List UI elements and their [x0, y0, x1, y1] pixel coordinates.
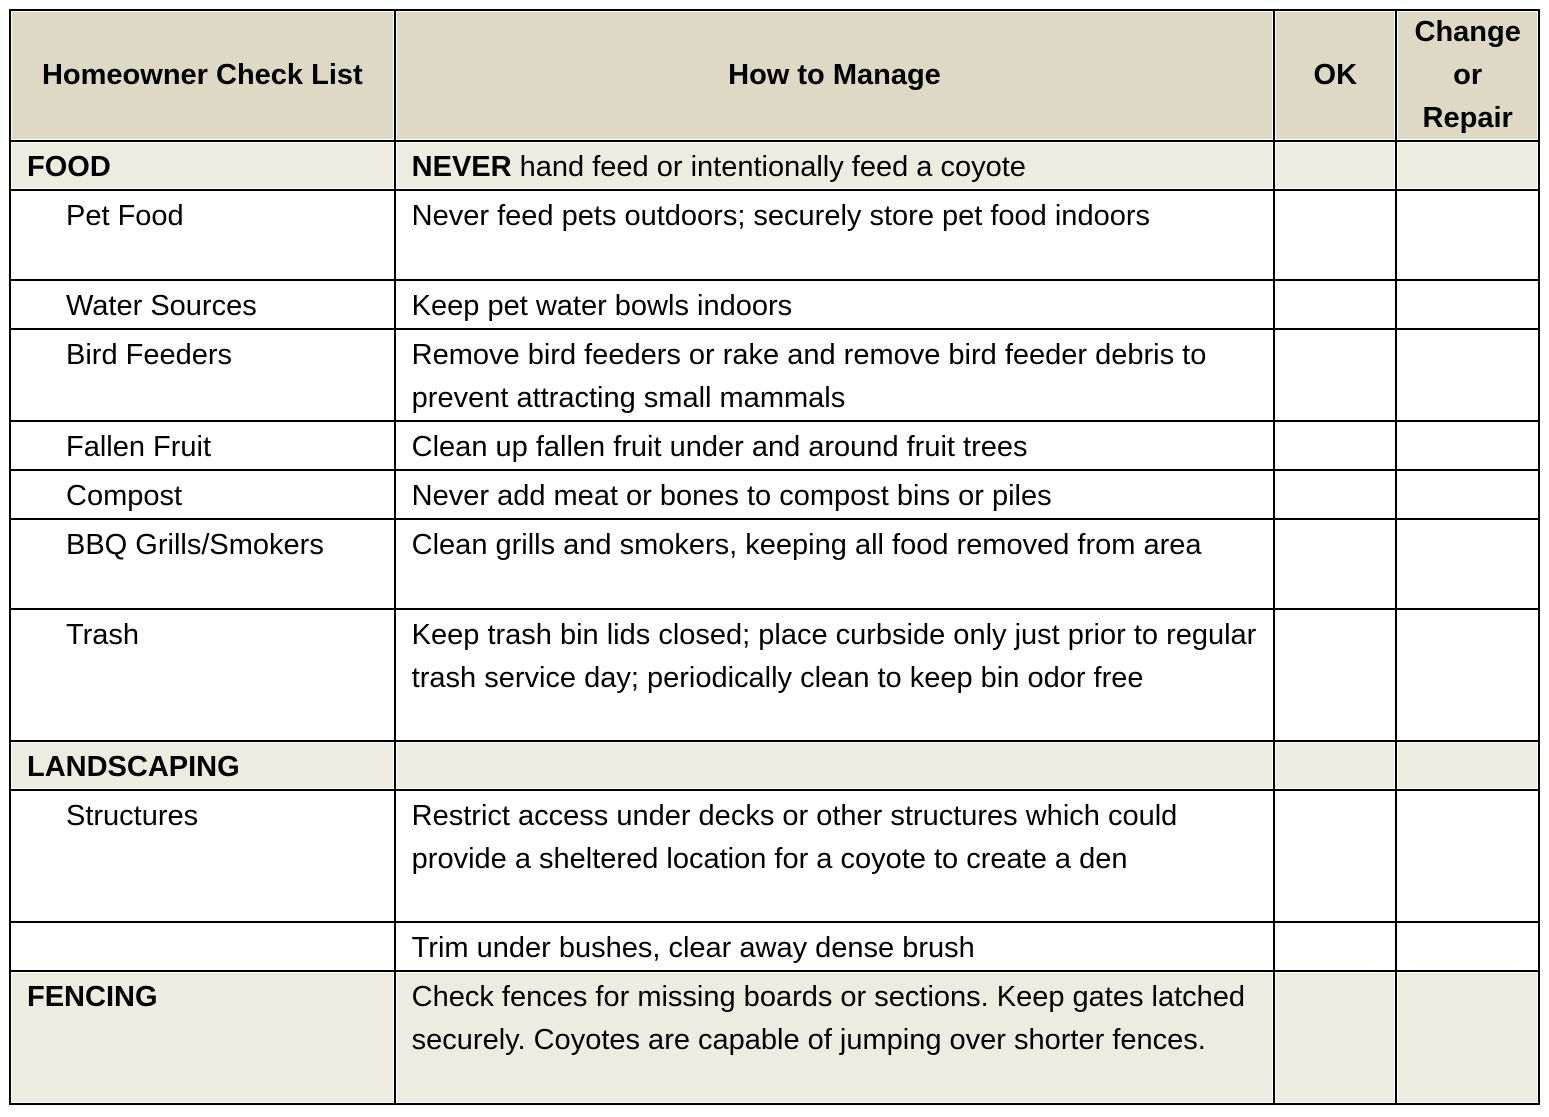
how-to-manage-cell: Never feed pets outdoors; securely store pet food indoors	[396, 191, 1276, 281]
header-change-line-2: or	[1453, 59, 1483, 91]
table-row	[11, 142, 1540, 191]
change-repair-cell[interactable]	[1397, 972, 1540, 1105]
item-label: Pet Food	[11, 191, 396, 281]
category-label: LANDSCAPING	[11, 742, 396, 791]
table-row	[11, 742, 1540, 791]
how-to-manage-cell: Check fences for missing boards or sections. Keep gates latched securely. Coyotes are capable of jumping over shorter fences.	[396, 972, 1276, 1105]
item-label	[11, 923, 396, 972]
how-to-manage-cell: Restrict access under decks or other structures which could provide a sheltered location for a coyote to create a den	[396, 791, 1276, 923]
change-repair-cell[interactable]	[1397, 520, 1540, 610]
how-to-manage-cell	[396, 142, 1276, 191]
ok-cell[interactable]	[1275, 142, 1397, 191]
ok-cell[interactable]	[1275, 471, 1397, 520]
change-repair-cell[interactable]	[1397, 791, 1540, 923]
header-ok: OK	[1275, 11, 1397, 142]
change-repair-cell[interactable]	[1397, 742, 1540, 791]
header-change-line-1: Change	[1414, 16, 1521, 48]
table-row	[11, 422, 1540, 471]
ok-cell[interactable]	[1275, 330, 1397, 422]
how-to-manage-cell: Remove bird feeders or rake and remove bird feeder debris to prevent attracting small mammals	[396, 330, 1276, 422]
item-label: Bird Feeders	[11, 330, 396, 422]
how-text: hand feed or intentionally feed a coyote	[511, 151, 1026, 183]
how-to-manage-cell: Keep pet water bowls indoors	[396, 281, 1276, 330]
ok-cell[interactable]	[1275, 791, 1397, 923]
change-repair-cell[interactable]	[1397, 330, 1540, 422]
table-row	[11, 330, 1540, 422]
change-repair-cell[interactable]	[1397, 923, 1540, 972]
table-row	[11, 281, 1540, 330]
change-repair-cell[interactable]	[1397, 471, 1540, 520]
change-repair-cell[interactable]	[1397, 142, 1540, 191]
header-checklist: Homeowner Check List	[11, 11, 396, 142]
how-to-manage-cell	[396, 742, 1276, 791]
change-repair-cell[interactable]	[1397, 191, 1540, 281]
change-repair-cell[interactable]	[1397, 610, 1540, 742]
header-row	[11, 11, 1540, 142]
ok-cell[interactable]	[1275, 610, 1397, 742]
table-row	[11, 923, 1540, 972]
item-label: Structures	[11, 791, 396, 923]
table-row	[11, 520, 1540, 610]
how-to-manage-cell: Trim under bushes, clear away dense brush	[396, 923, 1276, 972]
ok-cell[interactable]	[1275, 281, 1397, 330]
table-row	[11, 191, 1540, 281]
item-label: Water Sources	[11, 281, 396, 330]
ok-cell[interactable]	[1275, 923, 1397, 972]
header-change-line-3: Repair	[1422, 102, 1513, 134]
ok-cell[interactable]	[1275, 191, 1397, 281]
item-label: Compost	[11, 471, 396, 520]
category-label: FOOD	[11, 142, 396, 191]
checklist-sheet	[9, 9, 1540, 1105]
how-to-manage-cell: Clean grills and smokers, keeping all food removed from area	[396, 520, 1276, 610]
how-to-manage-cell: Never add meat or bones to compost bins or piles	[396, 471, 1276, 520]
change-repair-cell[interactable]	[1397, 281, 1540, 330]
table-row	[11, 610, 1540, 742]
checklist-table	[9, 9, 1540, 1105]
item-label: BBQ Grills/Smokers	[11, 520, 396, 610]
ok-cell[interactable]	[1275, 422, 1397, 471]
table-row	[11, 972, 1540, 1105]
ok-cell[interactable]	[1275, 742, 1397, 791]
ok-cell[interactable]	[1275, 972, 1397, 1105]
table-row	[11, 471, 1540, 520]
header-how-to-manage: How to Manage	[396, 11, 1276, 142]
ok-cell[interactable]	[1275, 520, 1397, 610]
change-repair-cell[interactable]	[1397, 422, 1540, 471]
how-to-manage-cell: Clean up fallen fruit under and around fruit trees	[396, 422, 1276, 471]
header-change-or-repair	[1397, 11, 1540, 142]
how-to-manage-cell: Keep trash bin lids closed; place curbside only just prior to regular trash service day; periodically clean to keep bin odor free	[396, 610, 1276, 742]
category-label: FENCING	[11, 972, 396, 1105]
emphasis-text: NEVER	[411, 151, 512, 183]
item-label: Trash	[11, 610, 396, 742]
item-label: Fallen Fruit	[11, 422, 396, 471]
table-row	[11, 791, 1540, 923]
